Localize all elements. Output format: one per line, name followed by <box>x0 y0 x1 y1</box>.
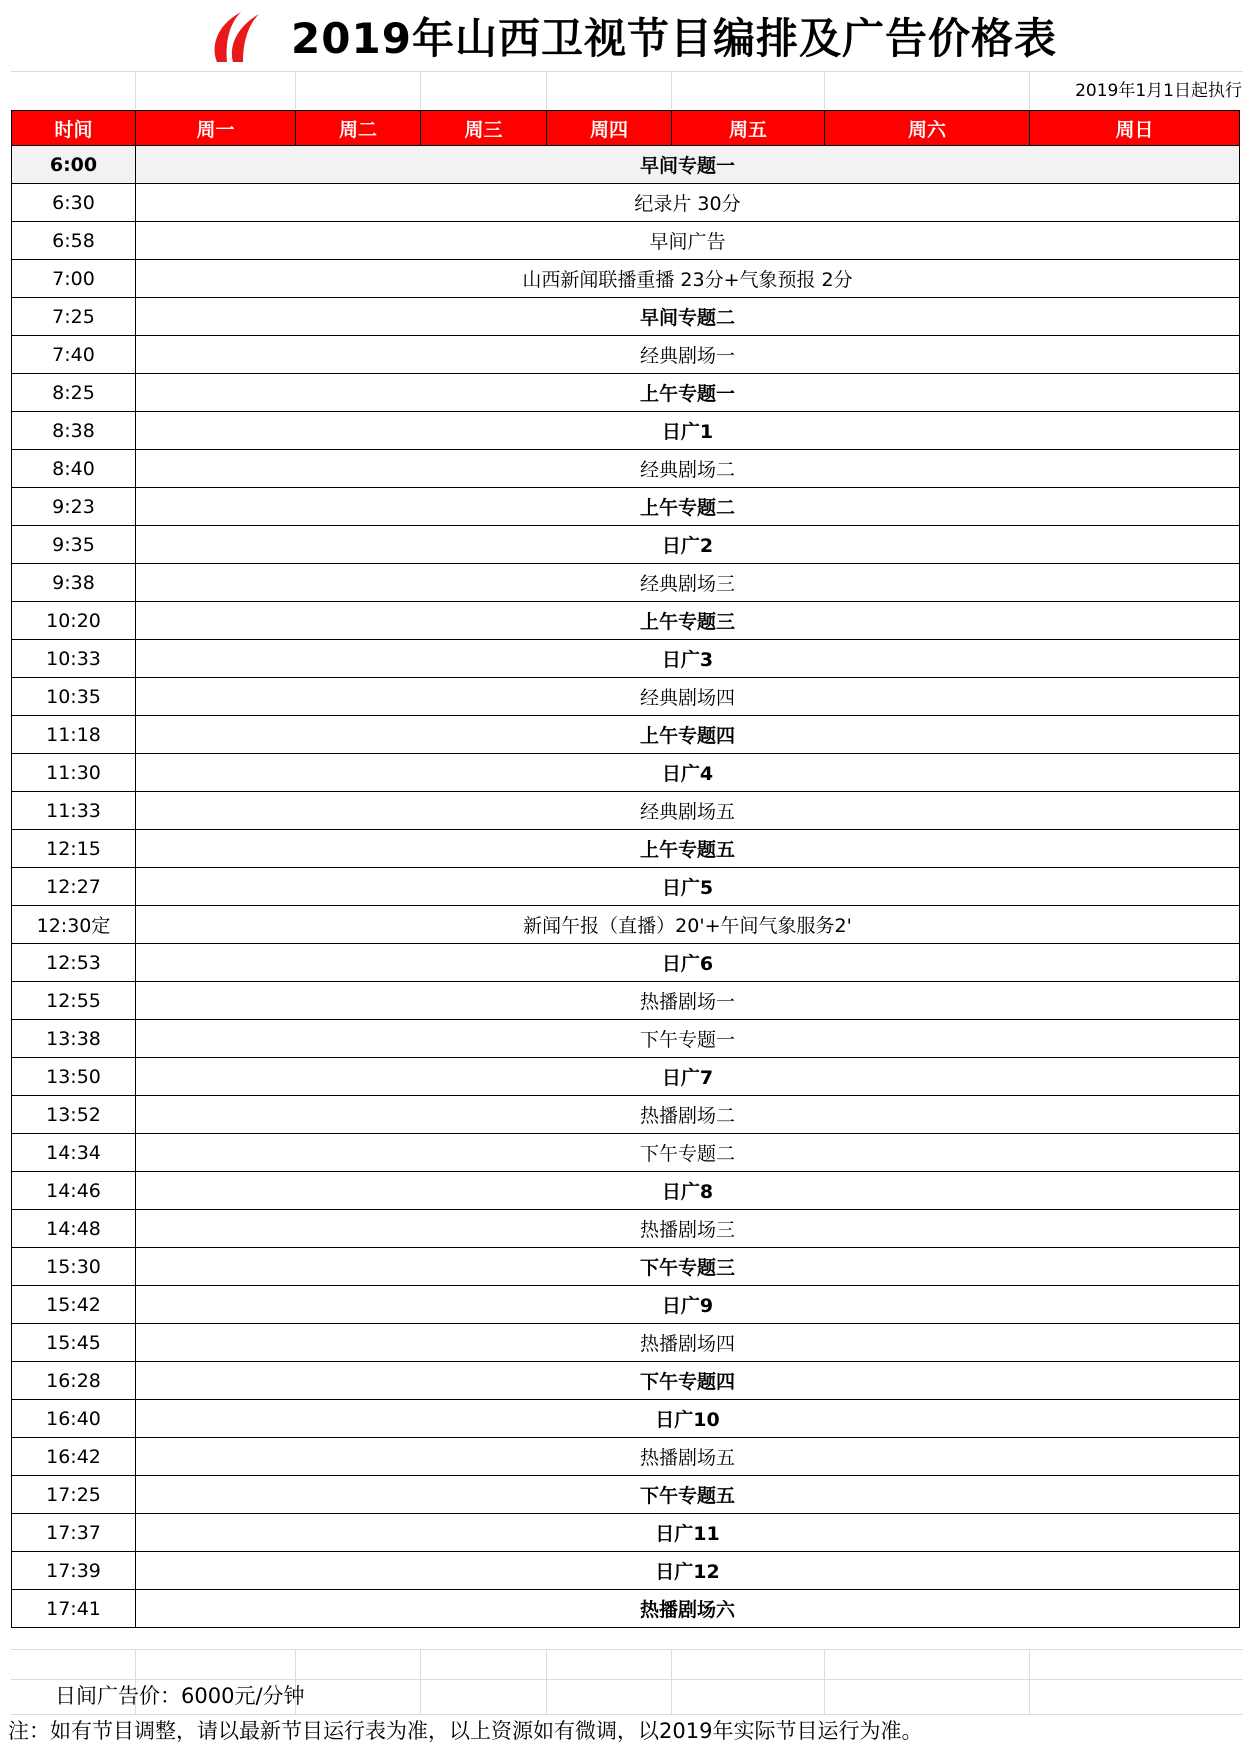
col-header-thu: 周四 <box>547 111 672 146</box>
title-row <box>11 0 1243 71</box>
col-header-mon: 周一 <box>136 111 296 146</box>
table-row <box>12 1172 1240 1210</box>
row-time: 7:00 <box>12 260 136 298</box>
row-program: 热播剧场二 <box>136 1096 1240 1134</box>
row-time: 9:35 <box>12 526 136 564</box>
footnote: 注：如有节目调整，请以最新节目运行表为准，以上资源如有微调，以2019年实际节目运行为准。 <box>8 1719 923 1743</box>
row-time: 15:45 <box>12 1324 136 1362</box>
row-time: 14:46 <box>12 1172 136 1210</box>
row-time: 15:42 <box>12 1286 136 1324</box>
ad-price: 日间广告价：6000元/分钟 <box>55 1684 305 1708</box>
row-time: 17:41 <box>12 1590 136 1628</box>
row-time: 10:35 <box>12 678 136 716</box>
row-time: 12:30定 <box>12 906 136 944</box>
table-row <box>12 1590 1240 1628</box>
table-row <box>12 1438 1240 1476</box>
row-program: 上午专题五 <box>136 830 1240 868</box>
row-time: 13:52 <box>12 1096 136 1134</box>
row-time: 16:40 <box>12 1400 136 1438</box>
row-program: 日广2 <box>136 526 1240 564</box>
col-header-fri: 周五 <box>672 111 825 146</box>
row-time: 9:23 <box>12 488 136 526</box>
row-program: 上午专题一 <box>136 374 1240 412</box>
row-program: 日广8 <box>136 1172 1240 1210</box>
row-time: 7:40 <box>12 336 136 374</box>
row-program: 日广3 <box>136 640 1240 678</box>
table-row <box>12 1248 1240 1286</box>
row-program: 上午专题三 <box>136 602 1240 640</box>
schedule-table <box>11 110 1240 1628</box>
row-program: 经典剧场三 <box>136 564 1240 602</box>
row-program: 日广5 <box>136 868 1240 906</box>
page-title: 2019年山西卫视节目编排及广告价格表 <box>291 13 1057 63</box>
row-program: 新闻午报（直播）20'+午间气象服务2' <box>136 906 1240 944</box>
table-row <box>12 868 1240 906</box>
row-program: 纪录片 30分 <box>136 184 1240 222</box>
row-time: 14:34 <box>12 1134 136 1172</box>
row-time: 8:38 <box>12 412 136 450</box>
row-time: 17:39 <box>12 1552 136 1590</box>
row-time: 17:25 <box>12 1476 136 1514</box>
row-time: 12:55 <box>12 982 136 1020</box>
row-program: 上午专题二 <box>136 488 1240 526</box>
row-time: 6:00 <box>12 146 136 184</box>
header-row <box>12 111 1240 146</box>
table-row <box>12 830 1240 868</box>
row-time: 8:40 <box>12 450 136 488</box>
row-time: 13:50 <box>12 1058 136 1096</box>
table-row <box>12 336 1240 374</box>
table-row <box>12 184 1240 222</box>
row-program: 日广1 <box>136 412 1240 450</box>
row-program: 热播剧场三 <box>136 1210 1240 1248</box>
table-row <box>12 792 1240 830</box>
row-program: 早间广告 <box>136 222 1240 260</box>
row-program: 早间专题二 <box>136 298 1240 336</box>
row-program: 下午专题五 <box>136 1476 1240 1514</box>
table-row <box>12 1020 1240 1058</box>
table-row <box>12 146 1240 184</box>
row-program: 日广4 <box>136 754 1240 792</box>
table-row <box>12 260 1240 298</box>
row-time: 12:53 <box>12 944 136 982</box>
table-row <box>12 526 1240 564</box>
row-program: 经典剧场五 <box>136 792 1240 830</box>
row-program: 经典剧场二 <box>136 450 1240 488</box>
table-row <box>12 1400 1240 1438</box>
table-row <box>12 1476 1240 1514</box>
table-row <box>12 678 1240 716</box>
table-row <box>12 906 1240 944</box>
row-program: 日广6 <box>136 944 1240 982</box>
row-program: 日广11 <box>136 1514 1240 1552</box>
table-row <box>12 298 1240 336</box>
row-time: 8:25 <box>12 374 136 412</box>
row-program: 山西新闻联播重播 23分+气象预报 2分 <box>136 260 1240 298</box>
col-header-sun: 周日 <box>1030 111 1240 146</box>
table-row <box>12 1058 1240 1096</box>
table-row <box>12 564 1240 602</box>
row-program: 日广9 <box>136 1286 1240 1324</box>
row-program: 日广10 <box>136 1400 1240 1438</box>
row-time: 13:38 <box>12 1020 136 1058</box>
row-program: 热播剧场一 <box>136 982 1240 1020</box>
row-time: 10:20 <box>12 602 136 640</box>
table-row <box>12 1514 1240 1552</box>
table-row <box>12 1324 1240 1362</box>
row-time: 6:58 <box>12 222 136 260</box>
table-row <box>12 1286 1240 1324</box>
table-row <box>12 450 1240 488</box>
row-program: 早间专题一 <box>136 146 1240 184</box>
row-time: 11:30 <box>12 754 136 792</box>
table-row <box>12 640 1240 678</box>
table-row <box>12 412 1240 450</box>
row-time: 15:30 <box>12 1248 136 1286</box>
schedule-body <box>12 146 1240 1628</box>
row-time: 12:15 <box>12 830 136 868</box>
row-time: 16:28 <box>12 1362 136 1400</box>
table-row <box>12 716 1240 754</box>
table-row <box>12 982 1240 1020</box>
table-row <box>12 1134 1240 1172</box>
table-row <box>12 374 1240 412</box>
row-time: 14:48 <box>12 1210 136 1248</box>
row-time: 17:37 <box>12 1514 136 1552</box>
table-row <box>12 1362 1240 1400</box>
col-header-time: 时间 <box>12 111 136 146</box>
row-program: 日广12 <box>136 1552 1240 1590</box>
row-program: 热播剧场五 <box>136 1438 1240 1476</box>
table-row <box>12 602 1240 640</box>
row-program: 日广7 <box>136 1058 1240 1096</box>
table-row <box>12 1096 1240 1134</box>
row-program: 上午专题四 <box>136 716 1240 754</box>
row-program: 经典剧场四 <box>136 678 1240 716</box>
row-time: 11:18 <box>12 716 136 754</box>
table-row <box>12 488 1240 526</box>
table-row <box>12 1552 1240 1590</box>
row-program: 经典剧场一 <box>136 336 1240 374</box>
row-time: 9:38 <box>12 564 136 602</box>
row-time: 6:30 <box>12 184 136 222</box>
table-row <box>12 222 1240 260</box>
station-logo-icon <box>197 8 261 64</box>
row-time: 16:42 <box>12 1438 136 1476</box>
col-header-sat: 周六 <box>825 111 1030 146</box>
table-row <box>12 944 1240 982</box>
table-row <box>12 754 1240 792</box>
row-program: 热播剧场四 <box>136 1324 1240 1362</box>
row-time: 10:33 <box>12 640 136 678</box>
row-time: 7:25 <box>12 298 136 336</box>
row-program: 下午专题四 <box>136 1362 1240 1400</box>
row-program: 下午专题三 <box>136 1248 1240 1286</box>
col-header-tue: 周二 <box>296 111 421 146</box>
effective-date: 2019年1月1日起执行 <box>1075 81 1242 101</box>
row-program: 热播剧场六 <box>136 1590 1240 1628</box>
table-row <box>12 1210 1240 1248</box>
row-time: 11:33 <box>12 792 136 830</box>
row-program: 下午专题二 <box>136 1134 1240 1172</box>
row-time: 12:27 <box>12 868 136 906</box>
row-program: 下午专题一 <box>136 1020 1240 1058</box>
col-header-wed: 周三 <box>421 111 547 146</box>
